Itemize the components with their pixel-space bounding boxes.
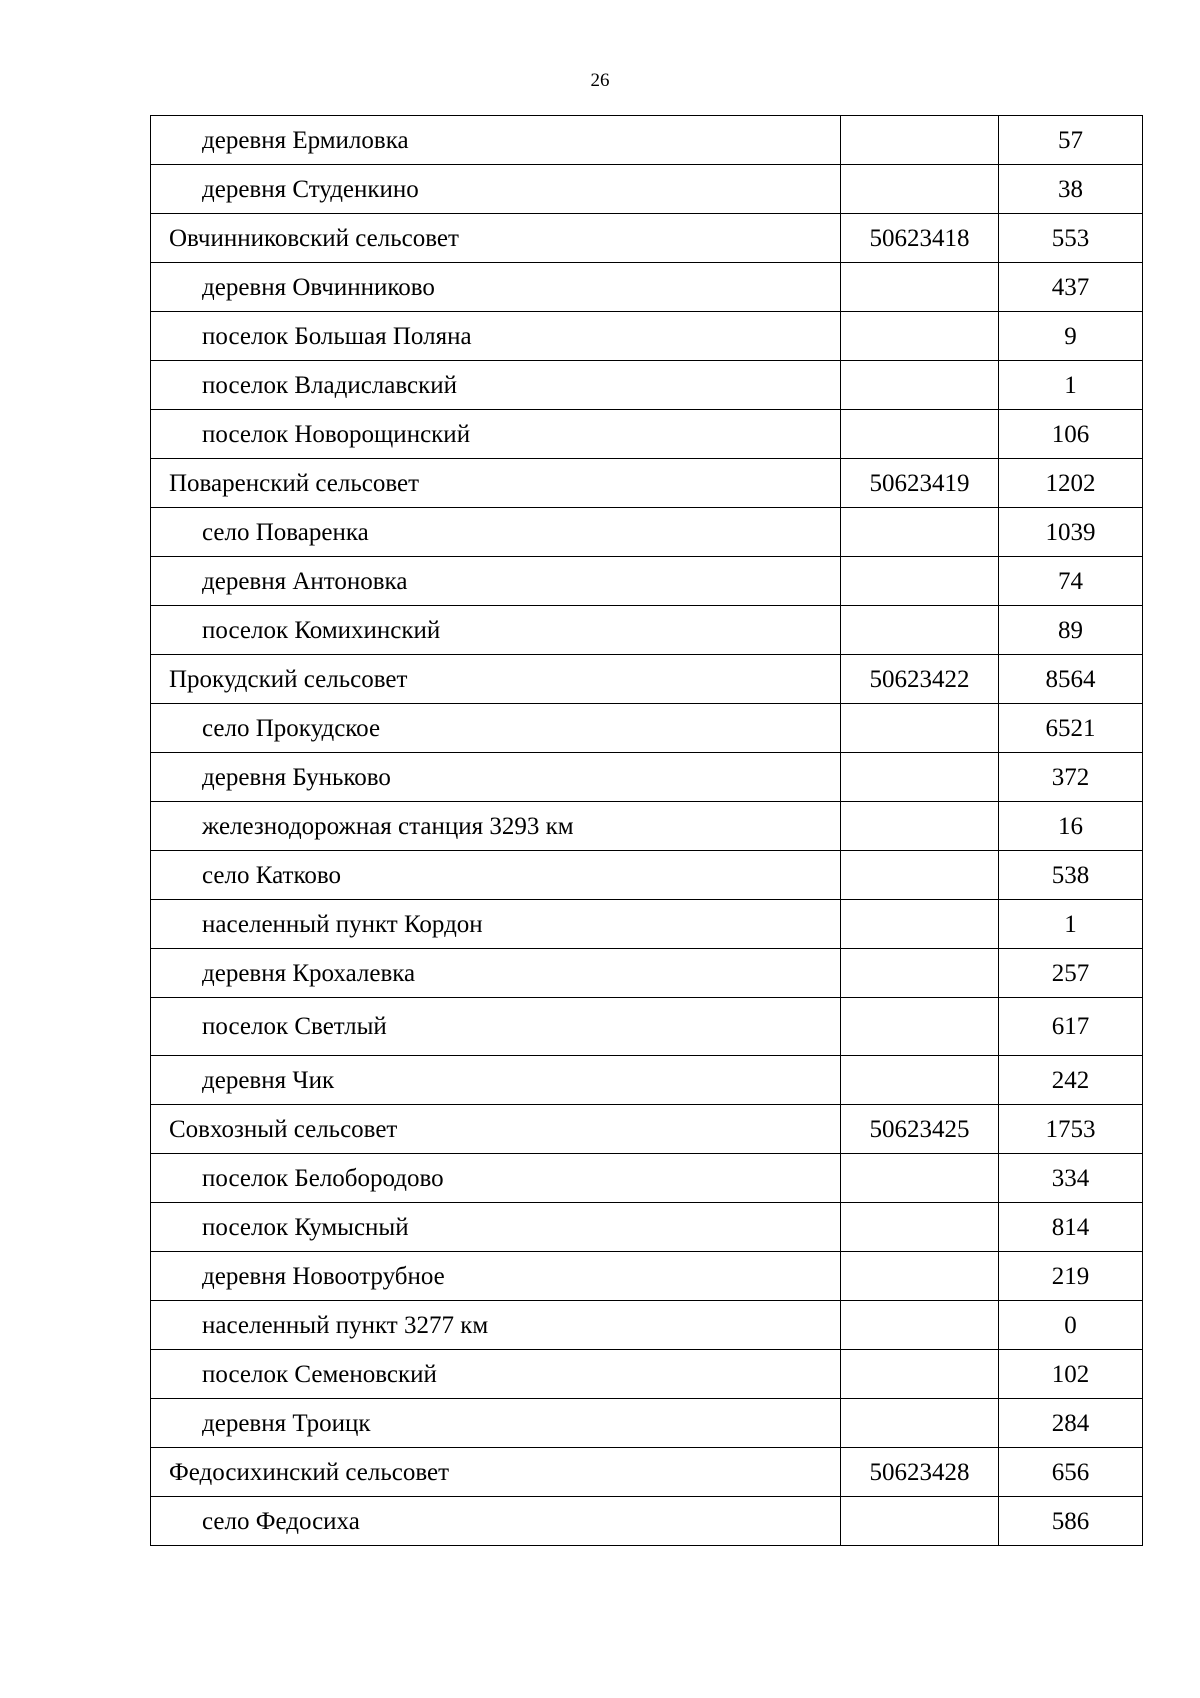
okato-code-cell bbox=[841, 606, 999, 655]
population-cell: 586 bbox=[999, 1497, 1143, 1546]
okato-code-cell bbox=[841, 704, 999, 753]
population-cell: 656 bbox=[999, 1448, 1143, 1497]
population-cell: 1753 bbox=[999, 1105, 1143, 1154]
population-cell: 89 bbox=[999, 606, 1143, 655]
table-row-settlement bbox=[151, 1350, 1143, 1399]
okato-code-cell bbox=[841, 312, 999, 361]
okato-code-cell bbox=[841, 1350, 999, 1399]
settlement-name-cell: Поваренский сельсовет bbox=[151, 459, 841, 508]
settlement-name-cell: Овчинниковский сельсовет bbox=[151, 214, 841, 263]
settlement-name-cell: деревня Овчинниково bbox=[151, 263, 841, 312]
population-cell: 57 bbox=[999, 116, 1143, 165]
population-cell: 1202 bbox=[999, 459, 1143, 508]
population-cell: 814 bbox=[999, 1203, 1143, 1252]
settlement-name-cell: деревня Троицк bbox=[151, 1399, 841, 1448]
population-cell: 284 bbox=[999, 1399, 1143, 1448]
population-cell: 437 bbox=[999, 263, 1143, 312]
settlement-name-cell: село Катково bbox=[151, 851, 841, 900]
table-row-council bbox=[151, 214, 1143, 263]
okato-code-cell bbox=[841, 165, 999, 214]
okato-code-cell: 50623422 bbox=[841, 655, 999, 704]
table-row-settlement bbox=[151, 1497, 1143, 1546]
table-row-settlement bbox=[151, 508, 1143, 557]
settlement-name-cell: Прокудский сельсовет bbox=[151, 655, 841, 704]
table-row-settlement bbox=[151, 998, 1143, 1056]
okato-code-cell bbox=[841, 1399, 999, 1448]
okato-code-cell bbox=[841, 116, 999, 165]
settlement-name-cell: поселок Светлый bbox=[151, 998, 841, 1056]
table-row-settlement bbox=[151, 949, 1143, 998]
population-cell: 9 bbox=[999, 312, 1143, 361]
table-row-settlement bbox=[151, 900, 1143, 949]
table-row-settlement bbox=[151, 263, 1143, 312]
settlement-name-cell: Федосихинский сельсовет bbox=[151, 1448, 841, 1497]
settlement-name-cell: деревня Ермиловка bbox=[151, 116, 841, 165]
table-row-settlement bbox=[151, 361, 1143, 410]
population-cell: 242 bbox=[999, 1056, 1143, 1105]
okato-code-cell bbox=[841, 263, 999, 312]
okato-code-cell: 50623425 bbox=[841, 1105, 999, 1154]
table-row-settlement bbox=[151, 1203, 1143, 1252]
okato-code-cell bbox=[841, 900, 999, 949]
population-cell: 6521 bbox=[999, 704, 1143, 753]
okato-code-cell bbox=[841, 998, 999, 1056]
table-row-council bbox=[151, 655, 1143, 704]
okato-code-cell bbox=[841, 1154, 999, 1203]
settlement-name-cell: деревня Буньково bbox=[151, 753, 841, 802]
okato-code-cell bbox=[841, 1301, 999, 1350]
settlement-name-cell: деревня Чик bbox=[151, 1056, 841, 1105]
population-cell: 102 bbox=[999, 1350, 1143, 1399]
okato-code-cell: 50623418 bbox=[841, 214, 999, 263]
okato-code-cell bbox=[841, 508, 999, 557]
okato-code-cell: 50623428 bbox=[841, 1448, 999, 1497]
population-cell: 74 bbox=[999, 557, 1143, 606]
settlement-name-cell: село Прокудское bbox=[151, 704, 841, 753]
table-row-settlement bbox=[151, 704, 1143, 753]
settlement-name-cell: поселок Кумысный bbox=[151, 1203, 841, 1252]
population-cell: 1 bbox=[999, 361, 1143, 410]
okato-code-cell bbox=[841, 1056, 999, 1105]
settlement-name-cell: село Федосиха bbox=[151, 1497, 841, 1546]
population-cell: 372 bbox=[999, 753, 1143, 802]
okato-code-cell bbox=[841, 1252, 999, 1301]
table-row-council bbox=[151, 1448, 1143, 1497]
table-row-settlement bbox=[151, 802, 1143, 851]
population-cell: 257 bbox=[999, 949, 1143, 998]
table-row-settlement bbox=[151, 165, 1143, 214]
table-row-settlement bbox=[151, 1154, 1143, 1203]
population-cell: 8564 bbox=[999, 655, 1143, 704]
settlement-name-cell: поселок Комихинский bbox=[151, 606, 841, 655]
settlement-name-cell: деревня Новоотрубное bbox=[151, 1252, 841, 1301]
population-cell: 553 bbox=[999, 214, 1143, 263]
population-cell: 1039 bbox=[999, 508, 1143, 557]
table-row-settlement bbox=[151, 606, 1143, 655]
settlement-name-cell: деревня Антоновка bbox=[151, 557, 841, 606]
settlement-name-cell: поселок Владиславский bbox=[151, 361, 841, 410]
settlements-table bbox=[150, 115, 1143, 1546]
okato-code-cell bbox=[841, 851, 999, 900]
population-cell: 538 bbox=[999, 851, 1143, 900]
okato-code-cell bbox=[841, 949, 999, 998]
settlement-name-cell: поселок Большая Поляна bbox=[151, 312, 841, 361]
settlement-name-cell: населенный пункт 3277 км bbox=[151, 1301, 841, 1350]
settlement-name-cell: деревня Студенкино bbox=[151, 165, 841, 214]
settlement-name-cell: деревня Крохалевка bbox=[151, 949, 841, 998]
okato-code-cell bbox=[841, 753, 999, 802]
table-row-council bbox=[151, 1105, 1143, 1154]
table-row-settlement bbox=[151, 753, 1143, 802]
population-cell: 106 bbox=[999, 410, 1143, 459]
population-cell: 617 bbox=[999, 998, 1143, 1056]
table-row-settlement bbox=[151, 1056, 1143, 1105]
settlement-name-cell: населенный пункт Кордон bbox=[151, 900, 841, 949]
okato-code-cell: 50623419 bbox=[841, 459, 999, 508]
okato-code-cell bbox=[841, 557, 999, 606]
table-row-settlement bbox=[151, 116, 1143, 165]
population-cell: 38 bbox=[999, 165, 1143, 214]
population-cell: 16 bbox=[999, 802, 1143, 851]
table-row-settlement bbox=[151, 851, 1143, 900]
settlements-table-body bbox=[151, 116, 1143, 1546]
table-row-settlement bbox=[151, 410, 1143, 459]
population-cell: 0 bbox=[999, 1301, 1143, 1350]
population-cell: 334 bbox=[999, 1154, 1143, 1203]
table-row-settlement bbox=[151, 557, 1143, 606]
page-number: 26 bbox=[590, 70, 610, 91]
okato-code-cell bbox=[841, 1497, 999, 1546]
table-row-settlement bbox=[151, 1252, 1143, 1301]
population-cell: 219 bbox=[999, 1252, 1143, 1301]
table-row-settlement bbox=[151, 1301, 1143, 1350]
okato-code-cell bbox=[841, 361, 999, 410]
table-row-settlement bbox=[151, 1399, 1143, 1448]
okato-code-cell bbox=[841, 802, 999, 851]
population-cell: 1 bbox=[999, 900, 1143, 949]
table-row-settlement bbox=[151, 312, 1143, 361]
table-row-council bbox=[151, 459, 1143, 508]
settlement-name-cell: поселок Белобородово bbox=[151, 1154, 841, 1203]
okato-code-cell bbox=[841, 410, 999, 459]
okato-code-cell bbox=[841, 1203, 999, 1252]
settlement-name-cell: село Поваренка bbox=[151, 508, 841, 557]
settlement-name-cell: поселок Семеновский bbox=[151, 1350, 841, 1399]
settlement-name-cell: Совхозный сельсовет bbox=[151, 1105, 841, 1154]
settlement-name-cell: железнодорожная станция 3293 км bbox=[151, 802, 841, 851]
settlement-name-cell: поселок Новорощинский bbox=[151, 410, 841, 459]
